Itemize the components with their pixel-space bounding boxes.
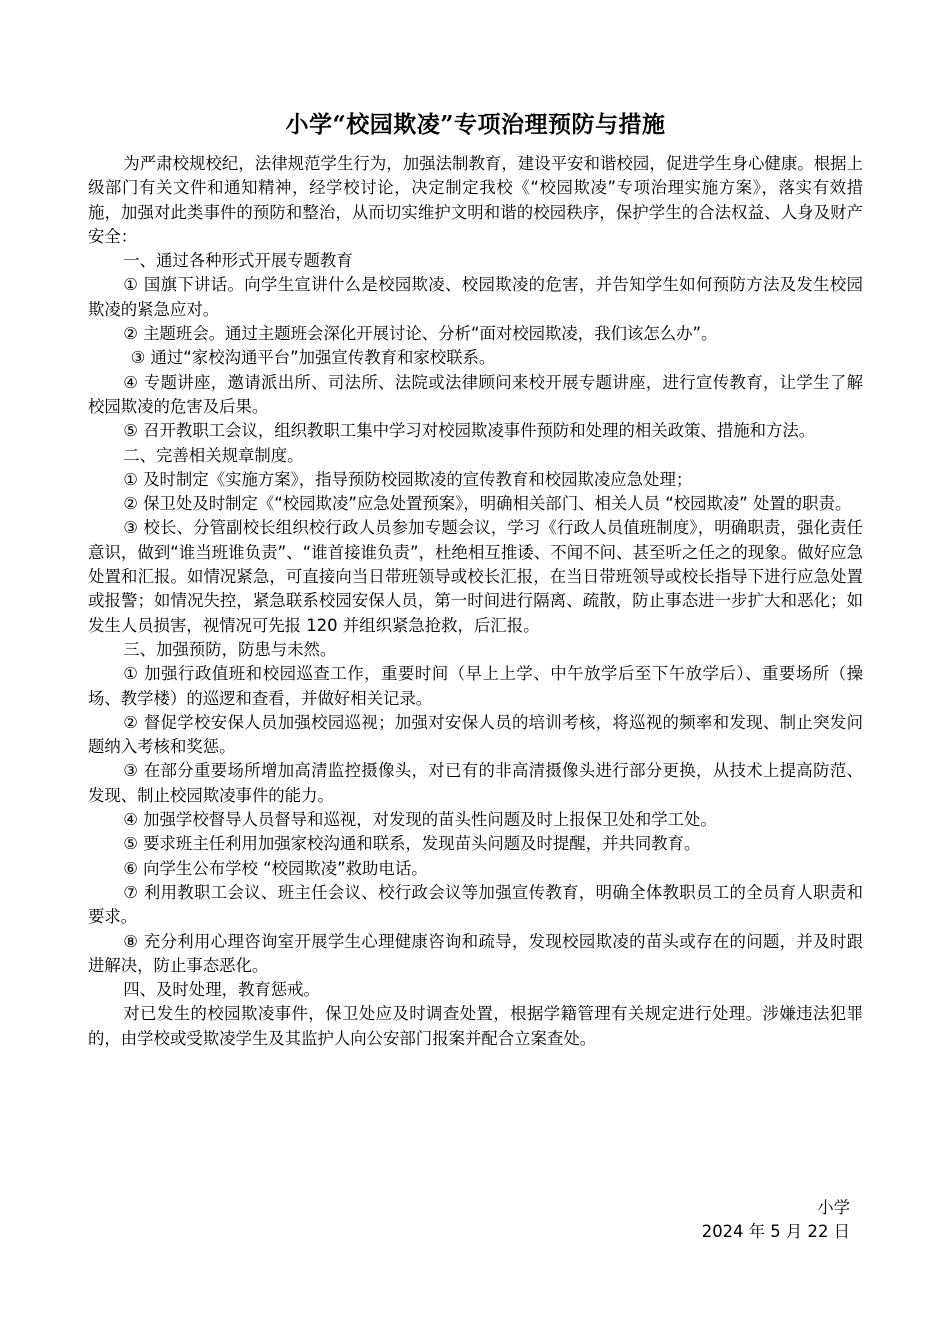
section-2-heading: 二、完善相关规章制度。 bbox=[123, 445, 304, 465]
section-1-item: ③ 通过“家校沟通平台”加强宣传教育和家校联系。 bbox=[130, 348, 496, 368]
signature-organization: 小学 bbox=[817, 1198, 850, 1217]
section-4-body: 对已发生的校园欺凌事件，保卫处应及时调查处置，根据学籍管理有关规定进行处理。涉嫌违法犯罪的，由学校或受欺凌学生及其监护人向公安部门报案并配合立案查处。 bbox=[88, 1004, 863, 1048]
section-3-item: ① 加强行政值班和校园巡查工作，重要时间（早上上学、中午放学后至下午放学后）、重要场所（操场、教学楼）的巡逻和查看，并做好相关记录。 bbox=[88, 664, 863, 708]
section-1-item: ⑤ 召开教职工会议，组织教职工集中学习对校园欺凌事件预防和处理的相关政策、措施和方法。 bbox=[123, 421, 816, 441]
document-body bbox=[88, 108, 863, 1051]
section-4-heading: 四、及时处理，教育惩戒。 bbox=[123, 980, 320, 1000]
section-3-item: ④ 加强学校督导人员督导和巡视，对发现的苗头性问题及时上报保卫处和学工处。 bbox=[123, 810, 717, 830]
section-3-item: ② 督促学校安保人员加强校园巡视；加强对安保人员的培训考核，将巡视的频率和发现、制止突发问题纳入考核和奖惩。 bbox=[88, 712, 863, 757]
section-3-item: ⑥ 向学生公布学校 “校园欺凌”救助电话。 bbox=[123, 858, 428, 878]
section-3-item: ⑧ 充分利用心理咨询室开展学生心理健康咨询和疏导，发现校园欺凌的苗头或存在的问题，并及时跟进解决，防止事态恶化。 bbox=[88, 931, 863, 975]
section-1-item: ④ 专题讲座，邀请派出所、司法所、法院或法律顾问来校开展专题讲座，进行宣传教育，让学生了解校园欺凌的危害及后果。 bbox=[88, 372, 863, 416]
section-3-item: ⑤ 要求班主任利用加强家校沟通和联系，发现苗头问题及时提醒，并共同教育。 bbox=[123, 834, 701, 854]
document-title: 小学“校园欺凌”专项治理预防与措施 bbox=[285, 111, 666, 138]
section-1-item: ② 主题班会。通过主题班会深化开展讨论、分析“面对校园欺凌，我们该怎么办”。 bbox=[123, 324, 718, 344]
section-1-heading: 一、通过各种形式开展专题教育 bbox=[123, 251, 353, 271]
intro-paragraph: 为严肃校规校纪，法律规范学生行为，加强法制教育，建设平安和谐校园，促进学生身心健康。根据上级部门有关文件和通知精神，经学校讨论，决定制定我校《“校园欺凌”专项治理实施方案》，落实有效措施，加强对此类事件的预防和整治，从而切实维护文明和谐的校园秩序，保护学生的合法权益、人身及财产安全： bbox=[88, 154, 863, 246]
section-3-heading: 三、加强预防，防患与未然。 bbox=[123, 639, 337, 659]
section-2-item: ③ 校长、分管副校长组织校行政人员参加专题会议，学习《行政人员值班制度》，明确职责，强化责任意识，做到“谁当班谁负责”、“谁首接谁负责”，杜绝相互推诿、不闻不问、甚至听之任之的现象。做好应急处置和汇报。如情况紧急，可直接向当日带班领导或校长汇报，在当日带班领导或校长指导下进行应急处置或报警；如情况失控，紧急联系校园安保人员，第一时间进行隔离、疏散，防止事态进一步扩大和恶化；如发生人员损害，视情况可先报 120 并组织紧急抢救，后汇报。 bbox=[88, 518, 863, 635]
section-3-item: ⑦ 利用教职工会议、班主任会议、校行政会议等加强宣传教育，明确全体教职员工的全员育人职责和要求。 bbox=[88, 882, 863, 927]
section-2-item: ① 及时制定《实施方案》，指导预防校园欺凌的宣传教育和校园欺凌应急处理； bbox=[123, 469, 693, 489]
section-2-item: ② 保卫处及时制定《“校园欺凌”应急处置预案》，明确相关部门、相关人员 “校园欺凌” 处置的职责。 bbox=[123, 494, 852, 514]
section-3-item: ③ 在部分重要场所增加高清监控摄像头，对已有的非高清摄像头进行部分更换，从技术上提高防范、发现、制止校园欺凌事件的能力。 bbox=[88, 761, 863, 805]
section-1-item: ① 国旗下讲话。向学生宣讲什么是校园欺凌、校园欺凌的危害，并告知学生如何预防方法及发生校园欺凌的紧急应对。 bbox=[88, 275, 863, 319]
signature-date: 2024 年 5 月 22 日 bbox=[701, 1222, 850, 1241]
